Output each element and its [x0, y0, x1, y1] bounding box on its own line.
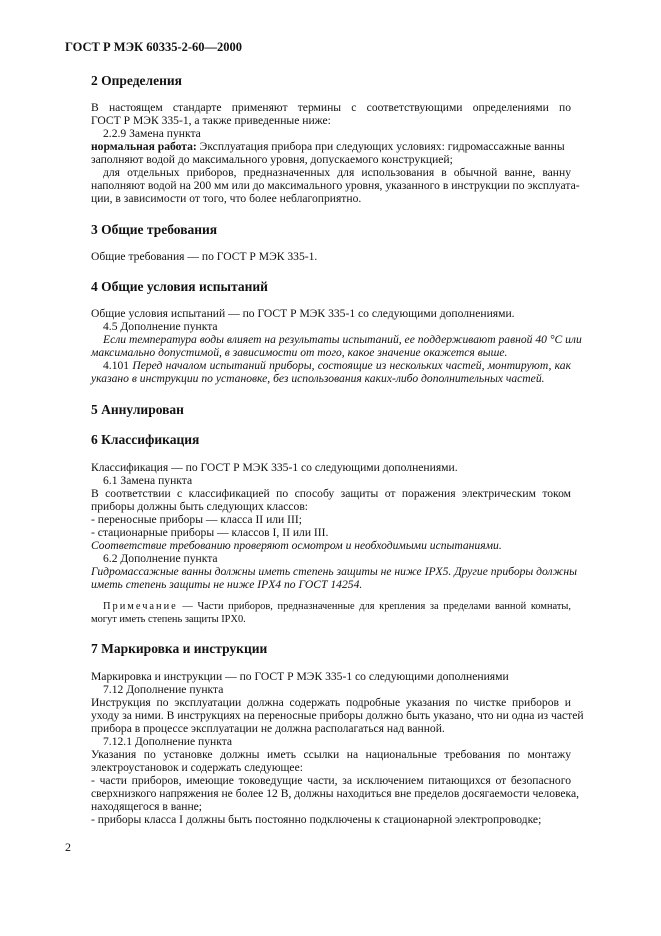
- s2-definition-line: для отдельных приборов, предназначенных для использования в обычной ванне, ванну: [103, 166, 571, 179]
- s6-clause: 6.1 Замена пункта: [103, 474, 193, 487]
- s7-paragraph-line: прибора в процессе эксплуатации не должна располагаться над ванной.: [91, 722, 445, 735]
- s7-paragraph-line: Указания по установке должны иметь ссылки на национальные требования по монтажу: [91, 748, 571, 761]
- s4-italic-line: указано в инструкции по установке, без использования каких-либо дополнительных частей.: [91, 372, 545, 385]
- term-definition: Эксплуатация прибора при следующих условиях: гидромассажные ванны: [196, 140, 565, 153]
- s6-paragraph: Классификация — по ГОСТ Р МЭК 335-1 со следующими дополнениями.: [91, 461, 458, 474]
- s7-paragraph-line: уходу за ними. В инструкциях на переносные приборы должно быть указано, что ни одна из частей: [91, 709, 584, 722]
- s4-clause: 4.5 Дополнение пункта: [103, 320, 218, 333]
- s6-italic-line: Соответствие требованию проверяют осмотром и необходимыми испытаниями.: [91, 539, 502, 552]
- clause-number: 4.101: [103, 359, 130, 372]
- s2-definition-line: наполняют водой на 200 мм или до максимального уровня, указанного в инструкции по эксплуата-: [91, 179, 580, 192]
- s2-clause: 2.2.9 Замена пункта: [103, 127, 201, 140]
- section-7-title: 7 Маркировка и инструкции: [91, 641, 268, 656]
- s6-italic-line: Гидромассажные ванны должны иметь степень защиты не ниже IPX5. Другие приборы должны: [91, 565, 577, 578]
- s4-italic-line: Если температура воды влияет на результаты испытаний, ее поддерживают равной 40 °С или: [103, 333, 582, 346]
- section-3-title: 3 Общие требования: [91, 222, 218, 237]
- s6-note-line: могут иметь степень защиты IPX0.: [91, 614, 246, 625]
- s2-definition-line: [91, 140, 571, 153]
- s6-list-item: - стационарные приборы — классов I, II или III.: [91, 526, 329, 539]
- s7-paragraph-line: сверхнизкого напряжения не более 12 В, должны находиться вне пределов досягаемости человека,: [91, 787, 580, 800]
- s7-clause: 7.12 Дополнение пункта: [103, 683, 224, 696]
- clause-text: Перед началом испытаний приборы, состоящие из нескольких частей, монтируют, как: [129, 359, 571, 372]
- s4-clause-line: [103, 359, 571, 372]
- s6-paragraph-line: приборы должны быть следующих классов:: [91, 500, 309, 513]
- s7-paragraph: Маркировка и инструкции — по ГОСТ Р МЭК 335-1 со следующими дополнениями: [91, 670, 509, 683]
- section-6-title: 6 Классификация: [91, 432, 200, 447]
- s6-clause: 6.2 Дополнение пункта: [103, 552, 218, 565]
- s2-definition-line: ции, в зависимости от того, что более неблагоприятно.: [91, 192, 362, 205]
- s7-clause: 7.12.1 Дополнение пункта: [103, 735, 233, 748]
- s3-paragraph: Общие требования — по ГОСТ Р МЭК 335-1.: [91, 250, 318, 263]
- s2-paragraph-line: ГОСТ Р МЭК 335-1, а также приведенные ниже:: [91, 114, 331, 127]
- s4-paragraph: Общие условия испытаний — по ГОСТ Р МЭК 335-1 со следующими дополнениями.: [91, 307, 515, 320]
- s6-list-item: - переносные приборы — класса II или III;: [91, 513, 302, 526]
- s2-definition-line: заполняют водой до максимального уровня, допускаемого конструкцией;: [91, 153, 453, 166]
- section-4-title: 4 Общие условия испытаний: [91, 279, 268, 294]
- s6-paragraph-line: В соответствии с классификацией по способу защиты от поражения электрическим током: [91, 487, 571, 500]
- s7-paragraph-line: Инструкция по эксплуатации должна содержать подробные указания по чистке приборов и: [91, 696, 571, 709]
- s7-paragraph-line: электроустановок и содержать следующее:: [91, 761, 303, 774]
- s6-italic-line: иметь степень защиты не ниже IPX4 по ГОСТ 14254.: [91, 578, 363, 591]
- section-5-title: 5 Аннулирован: [91, 402, 184, 417]
- page-number: 2: [65, 840, 71, 854]
- section-2-title: 2 Определения: [91, 73, 182, 88]
- document-header: ГОСТ Р МЭК 60335-2-60—2000: [65, 40, 243, 54]
- s7-paragraph-line: находящегося в ванне;: [91, 800, 203, 813]
- note-text: — Части приборов, предназначенные для крепления за пределами ванной комнаты,: [177, 601, 571, 612]
- s7-paragraph-line: - приборы класса I должны быть постоянно подключены к стационарной электропроводке;: [91, 813, 542, 826]
- s2-paragraph-line: В настоящем стандарте применяют термины с соответствующими определениями по: [91, 101, 571, 114]
- note-label: Примечание: [103, 601, 178, 612]
- s4-italic-line: максимально допустимой, в зависимости от того, какое значение окажется выше.: [91, 346, 508, 359]
- term-label: нормальная работа:: [91, 140, 197, 153]
- s6-note-line: [103, 600, 571, 613]
- s7-paragraph-line: - части приборов, имеющие токоведущие части, за исключением питающихся от безопасного: [91, 774, 571, 787]
